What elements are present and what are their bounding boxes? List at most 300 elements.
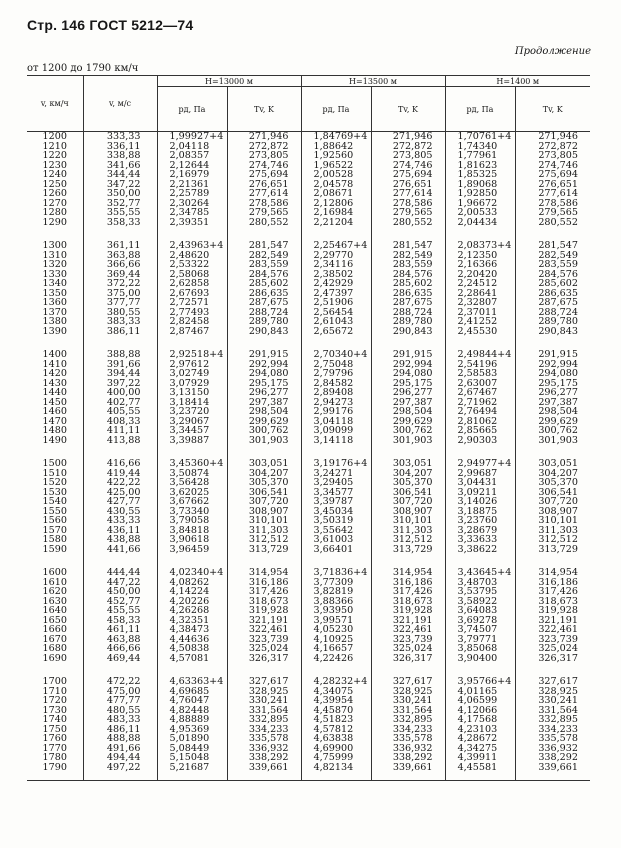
table-cell: 2,00528 (313, 169, 354, 180)
group-spacer (458, 227, 515, 241)
table-cell: 2,47397 (313, 287, 354, 299)
table-cell: 3,50319 (313, 515, 354, 526)
table-cell: 280,552 (538, 216, 578, 228)
table-cell: 271,946 (538, 131, 578, 142)
table-cell: 475,00 (106, 685, 141, 697)
table-cell: 295,175 (248, 377, 289, 389)
table-cell: 3,96459 (169, 543, 210, 555)
table-cell: 355,55 (106, 207, 141, 218)
table-cell: 2,54196 (457, 358, 498, 370)
group-spacer (228, 554, 289, 568)
table-cell: 331,564 (392, 704, 433, 716)
table-cell: 318,673 (538, 595, 578, 607)
table-cell: 278,586 (392, 197, 433, 209)
table-cell: 338,292 (392, 752, 433, 763)
table-cell: 425,00 (106, 486, 141, 498)
table-cell: 278,586 (248, 197, 289, 209)
table-cell: 334,233 (538, 723, 578, 735)
table-cell: 316,186 (248, 576, 289, 588)
table-cell: 1590 (42, 543, 67, 555)
table-cell: 4,28672 (457, 733, 498, 744)
table-cell: 4,95369 (169, 723, 210, 735)
table-cell: 3,74507 (457, 624, 498, 635)
table-cell: 1250 (42, 178, 67, 190)
table-cell: 317,426 (248, 586, 289, 597)
table-cell: 4,63363+4 (169, 676, 224, 687)
table-cell: 1760 (42, 733, 67, 744)
table-cell: 3,13150 (169, 387, 210, 398)
cells-temperature-1400 (515, 132, 590, 773)
page-header: Стр. 146 ГОСТ 5212—74 (27, 17, 194, 33)
table-cell: 288,724 (248, 306, 289, 318)
table-cell: 4,69685 (169, 685, 210, 697)
table-cell: 4,06599 (457, 695, 498, 706)
table-cell: 3,77309 (313, 576, 354, 588)
table-cell: 2,79796 (313, 368, 354, 379)
table-cell: 306,541 (392, 486, 433, 498)
table-cell: 276,651 (538, 178, 578, 190)
table-cell: 291,915 (538, 349, 578, 360)
table-cell: 299,629 (538, 415, 578, 427)
table-cell: 2,43963+4 (169, 240, 224, 251)
table-cell: 1430 (42, 377, 67, 389)
table-cell: 427,77 (106, 496, 141, 507)
table-cell: 3,18414 (169, 396, 210, 408)
table-cell: 286,635 (392, 287, 433, 299)
table-cell: 280,552 (248, 216, 289, 228)
table-cell: 4,82448 (169, 704, 210, 716)
table-cell: 274,746 (248, 159, 289, 171)
table-cell: 322,461 (248, 624, 289, 635)
table-cell: 419,44 (106, 467, 141, 479)
table-cell: 301,903 (538, 434, 578, 446)
table-cell: 461,11 (106, 624, 141, 635)
table-cell: 2,49844+4 (457, 349, 512, 360)
table-cell: 380,55 (106, 306, 141, 318)
group-spacer (372, 663, 433, 677)
table-cell: 2,38502 (313, 268, 354, 280)
table-cell: 3,28679 (457, 524, 498, 536)
table-cell: 1470 (42, 415, 67, 427)
table-cell: 299,629 (392, 415, 433, 427)
table-cell: 1510 (42, 467, 67, 479)
table-cell: 1460 (42, 406, 67, 417)
table-cell: 1700 (42, 676, 67, 687)
table-cell: 1600 (42, 567, 67, 578)
group-spacer (458, 663, 515, 677)
table-cell: 2,65672 (313, 325, 354, 337)
table-cell: 408,33 (106, 415, 141, 427)
table-cell: 3,69278 (457, 614, 498, 626)
group-spacer (228, 663, 289, 677)
table-cell: 480,55 (106, 704, 141, 716)
table-cell: 1,96672 (457, 197, 498, 209)
table-cell: 386,11 (106, 325, 141, 337)
table-cell: 411,11 (106, 425, 141, 436)
group-spacer (516, 336, 579, 350)
table-cell: 466,66 (106, 643, 141, 654)
subheader-pressure: pд, Па (301, 87, 371, 132)
table-cell: 2,16366 (457, 259, 498, 270)
table-cell: 1790 (42, 761, 67, 773)
table-cell: 2,21361 (169, 178, 210, 190)
table-cell: 311,303 (538, 524, 578, 536)
table-cell: 455,55 (106, 605, 141, 616)
alt-header-1400: H=1400 м (445, 76, 590, 87)
table-cell: 1310 (42, 249, 67, 261)
table-cell: 295,175 (538, 377, 578, 389)
group-spacer (372, 227, 433, 241)
table-cell: 277,614 (538, 188, 578, 199)
table-cell: 306,541 (248, 486, 289, 498)
table-cell: 2,87467 (169, 325, 210, 337)
continuation-label: Продолжение (514, 46, 591, 57)
table-cell: 4,01165 (457, 685, 498, 697)
cells-temperature-13000 (227, 132, 301, 773)
table-cell: 2,81062 (457, 415, 498, 427)
table-cell: 397,22 (106, 377, 141, 389)
table-cell: 3,56428 (169, 477, 210, 488)
table-cell: 4,75999 (313, 752, 354, 763)
table-cell: 3,62025 (169, 486, 210, 498)
table-cell: 308,907 (392, 505, 433, 517)
table-cell: 372,22 (106, 278, 141, 289)
table-cell: 2,32807 (457, 297, 498, 308)
table-cell: 458,33 (106, 614, 141, 626)
table-cell: 292,994 (248, 358, 289, 370)
table-cell: 438,88 (106, 534, 141, 545)
table-cell: 2,28641 (457, 287, 498, 299)
table-cell: 3,79058 (169, 515, 210, 526)
table-cell: 274,746 (392, 159, 433, 171)
table-cell: 311,303 (248, 524, 289, 536)
table-cell: 447,22 (106, 576, 141, 588)
table-cell: 2,90303 (457, 434, 498, 446)
table-cell: 486,11 (106, 723, 141, 735)
table-cell: 299,629 (248, 415, 289, 427)
table-cell: 336,11 (106, 140, 141, 152)
table-cell: 1610 (42, 576, 67, 588)
table-cell: 275,694 (248, 169, 289, 180)
table-cell: 306,541 (538, 486, 578, 498)
table-cell: 4,14224 (169, 586, 210, 597)
table-cell: 314,954 (538, 567, 578, 578)
table-body (27, 132, 590, 781)
col-header-v-kmh: v, км/ч (27, 76, 83, 132)
table-cell: 4,16657 (313, 643, 354, 654)
table-cell: 3,04431 (457, 477, 498, 488)
table-cell: 1560 (42, 515, 67, 526)
table-cell: 1720 (42, 695, 67, 706)
table-cell: 305,370 (392, 477, 433, 488)
table-cell: 3,71836+4 (313, 567, 368, 578)
table-cell: 3,07929 (169, 377, 210, 389)
table-cell: 310,101 (248, 515, 289, 526)
table-cell: 402,77 (106, 396, 141, 408)
col-header-v-ms: v, м/с (83, 76, 157, 132)
table-cell: 330,241 (538, 695, 578, 706)
table-cell: 2,71962 (457, 396, 498, 408)
table-cell: 321,191 (538, 614, 578, 626)
table-cell: 2,58068 (169, 268, 210, 280)
group-spacer (27, 445, 83, 459)
table-cell: 284,576 (538, 268, 578, 280)
table-cell: 308,907 (538, 505, 578, 517)
table-cell: 317,426 (538, 586, 578, 597)
group-spacer (84, 445, 141, 459)
group-spacer (228, 336, 289, 350)
table-cell: 3,39787 (313, 496, 354, 507)
table-cell: 314,954 (392, 567, 433, 578)
table-cell: 4,28232+4 (313, 676, 368, 687)
table-cell: 335,578 (392, 733, 433, 744)
table-cell: 319,928 (392, 605, 433, 616)
table-cell: 286,635 (538, 287, 578, 299)
table-cell: 5,15048 (169, 752, 210, 763)
table-cell: 3,84818 (169, 524, 210, 536)
table-cell: 292,994 (538, 358, 578, 370)
table-cell: 313,729 (392, 543, 433, 555)
table-cell: 3,67662 (169, 496, 210, 507)
table-cell: 2,04578 (313, 178, 354, 190)
table-cell: 304,207 (248, 467, 289, 479)
table-cell: 3,61003 (313, 534, 354, 545)
table-cell: 331,564 (248, 704, 289, 716)
table-cell: 288,724 (538, 306, 578, 318)
table-cell: 282,549 (392, 249, 433, 261)
table-cell: 4,20226 (169, 595, 210, 607)
group-spacer (372, 445, 433, 459)
cells-temperature-13500 (371, 132, 445, 773)
table-cell: 282,549 (248, 249, 289, 261)
table-cell: 1330 (42, 268, 67, 280)
table-cell: 4,69900 (313, 742, 354, 754)
table-cell: 366,66 (106, 259, 141, 270)
group-spacer (314, 227, 371, 241)
table-cell: 363,88 (106, 249, 141, 261)
table-cell: 1710 (42, 685, 67, 697)
table-cell: 2,75048 (313, 358, 354, 370)
table-cell: 1240 (42, 169, 67, 180)
table-cell: 2,04118 (169, 140, 210, 152)
table-cell: 4,63838 (313, 733, 354, 744)
table-cell: 2,89408 (313, 387, 354, 398)
table-cell: 4,12066 (457, 704, 498, 716)
group-spacer (516, 663, 579, 677)
table-cell: 4,45581 (457, 761, 498, 773)
table-cell: 1210 (42, 140, 67, 152)
table-cell: 330,241 (248, 695, 289, 706)
table-cell: 4,08262 (169, 576, 210, 588)
table-cell: 2,20420 (457, 268, 498, 280)
cells-pressure-13500 (301, 132, 371, 773)
table-cell: 1520 (42, 477, 67, 488)
table-cell: 3,88366 (313, 595, 354, 607)
table-cell: 339,661 (248, 761, 289, 773)
table-cell: 3,09211 (457, 486, 498, 498)
table-cell: 3,53795 (457, 586, 498, 597)
table-cell: 312,512 (538, 534, 578, 545)
table-cell: 327,617 (392, 676, 433, 687)
group-spacer (314, 554, 371, 568)
table-cell: 1500 (42, 458, 67, 469)
table-cell: 313,729 (248, 543, 289, 555)
table-cell: 290,843 (248, 325, 289, 337)
table-cell: 1,70761+4 (457, 131, 512, 142)
table-cell: 2,85665 (457, 425, 498, 436)
table-cell: 312,512 (392, 534, 433, 545)
table-cell: 327,617 (538, 676, 578, 687)
table-cell: 3,14026 (457, 496, 498, 507)
table-cell: 291,915 (248, 349, 289, 360)
table-cell: 441,66 (106, 543, 141, 555)
table-cell: 1770 (42, 742, 67, 754)
group-spacer (458, 336, 515, 350)
table-cell: 338,292 (248, 752, 289, 763)
table-cell: 288,724 (392, 306, 433, 318)
table-cell: 2,39351 (169, 216, 210, 228)
table-cell: 303,051 (248, 458, 289, 469)
table-cell: 4,76047 (169, 695, 210, 706)
table-cell: 1390 (42, 325, 67, 337)
group-spacer (27, 336, 83, 350)
table-cell: 294,080 (248, 368, 289, 379)
table-cell: 5,08449 (169, 742, 210, 754)
table-cell: 2,94977+4 (457, 458, 512, 469)
table-cell: 300,762 (248, 425, 289, 436)
cells-pressure-13000 (157, 132, 227, 773)
table-cell: 322,461 (392, 624, 433, 635)
table-cell: 334,233 (248, 723, 289, 735)
table-cell: 1540 (42, 496, 67, 507)
table-cell: 472,22 (106, 676, 141, 687)
table-cell: 4,38473 (169, 624, 210, 635)
table-cell: 323,739 (538, 633, 578, 645)
table-cell: 328,925 (538, 685, 578, 697)
table-cell: 297,387 (248, 396, 289, 408)
table-cell: 3,90400 (457, 652, 498, 664)
table-cell: 469,44 (106, 652, 141, 664)
table-cell: 3,58922 (457, 595, 498, 607)
table-cell: 4,57812 (313, 723, 354, 735)
table-cell: 335,578 (538, 733, 578, 744)
table-cell: 1450 (42, 396, 67, 408)
table-cell: 3,82819 (313, 586, 354, 597)
table-cell: 1,96522 (313, 159, 354, 171)
table-cell: 3,95766+4 (457, 676, 512, 687)
table-cell: 284,576 (392, 268, 433, 280)
table-cell: 298,504 (248, 406, 289, 417)
table-cell: 290,843 (538, 325, 578, 337)
table-cell: 318,673 (392, 595, 433, 607)
table-cell: 494,44 (106, 752, 141, 763)
alt-header-13500: H=13500 м (301, 76, 445, 87)
table-cell: 3,39887 (169, 434, 210, 446)
table-cell: 452,77 (106, 595, 141, 607)
table-cell: 327,617 (248, 676, 289, 687)
table-cell: 314,954 (248, 567, 289, 578)
table-cell: 336,932 (538, 742, 578, 754)
table-cell: 298,504 (538, 406, 578, 417)
table-cell: 413,88 (106, 434, 141, 446)
table-cell: 3,34457 (169, 425, 210, 436)
table-cell: 2,00533 (457, 207, 498, 218)
group-spacer (516, 554, 579, 568)
table-cell: 1440 (42, 387, 67, 398)
table-cell: 497,22 (106, 761, 141, 773)
table-cell: 2,62858 (169, 278, 210, 289)
table-cell: 284,576 (248, 268, 289, 280)
table-cell: 325,024 (248, 643, 289, 654)
table-cell: 2,08357 (169, 150, 210, 161)
group-spacer (170, 445, 227, 459)
table-cell: 350,00 (106, 188, 141, 199)
table-cell: 2,63007 (457, 377, 498, 389)
table-cell: 1,92850 (457, 188, 498, 199)
table-cell: 2,84582 (313, 377, 354, 389)
table-cell: 2,51906 (313, 297, 354, 308)
table-cell: 3,33633 (457, 534, 498, 545)
table-cell: 3,38622 (457, 543, 498, 555)
table-cell: 318,673 (248, 595, 289, 607)
table-cell: 272,872 (538, 140, 578, 152)
table-cell: 334,233 (392, 723, 433, 735)
table-cell: 2,25467+4 (313, 240, 368, 251)
table-cell: 3,93950 (313, 605, 354, 616)
speed-table (27, 75, 590, 781)
table-cell: 287,675 (392, 297, 433, 308)
table-cell: 273,805 (392, 150, 433, 161)
table-cell: 1750 (42, 723, 67, 735)
table-cell: 303,051 (392, 458, 433, 469)
table-cell: 326,317 (392, 652, 433, 664)
table-cell: 287,675 (248, 297, 289, 308)
table-cell: 2,48620 (169, 249, 210, 261)
table-cell: 394,44 (106, 368, 141, 379)
table-cell: 277,614 (392, 188, 433, 199)
table-cell: 4,23103 (457, 723, 498, 735)
table-cell: 272,872 (392, 140, 433, 152)
table-cell: 2,41252 (457, 316, 498, 327)
table-cell: 285,602 (538, 278, 578, 289)
group-spacer (27, 227, 83, 241)
table-cell: 3,73340 (169, 505, 210, 517)
table-cell: 5,01890 (169, 733, 210, 744)
table-cell: 2,77493 (169, 306, 210, 318)
group-spacer (84, 227, 141, 241)
group-spacer (314, 663, 371, 677)
table-cell: 1490 (42, 434, 67, 446)
table-cell: 297,387 (538, 396, 578, 408)
table-cell: 2,58583 (457, 368, 498, 379)
alt-header-13000: H=13000 м (157, 76, 301, 87)
table-cell: 1340 (42, 278, 67, 289)
table-cell: 2,24512 (457, 278, 498, 289)
group-spacer (228, 445, 289, 459)
table-cell: 323,739 (392, 633, 433, 645)
table-cell: 286,635 (248, 287, 289, 299)
table-cell: 2,16979 (169, 169, 210, 180)
table-cell: 1,84769+4 (313, 131, 368, 142)
table-cell: 333,33 (106, 131, 141, 142)
table-cell: 294,080 (392, 368, 433, 379)
table-cell: 1,89068 (457, 178, 498, 190)
table-cell: 1,99927+4 (169, 131, 224, 142)
group-spacer (84, 554, 141, 568)
table-cell: 2,99176 (313, 406, 354, 417)
table-cell: 319,928 (538, 605, 578, 616)
table-cell: 4,22426 (313, 652, 354, 664)
